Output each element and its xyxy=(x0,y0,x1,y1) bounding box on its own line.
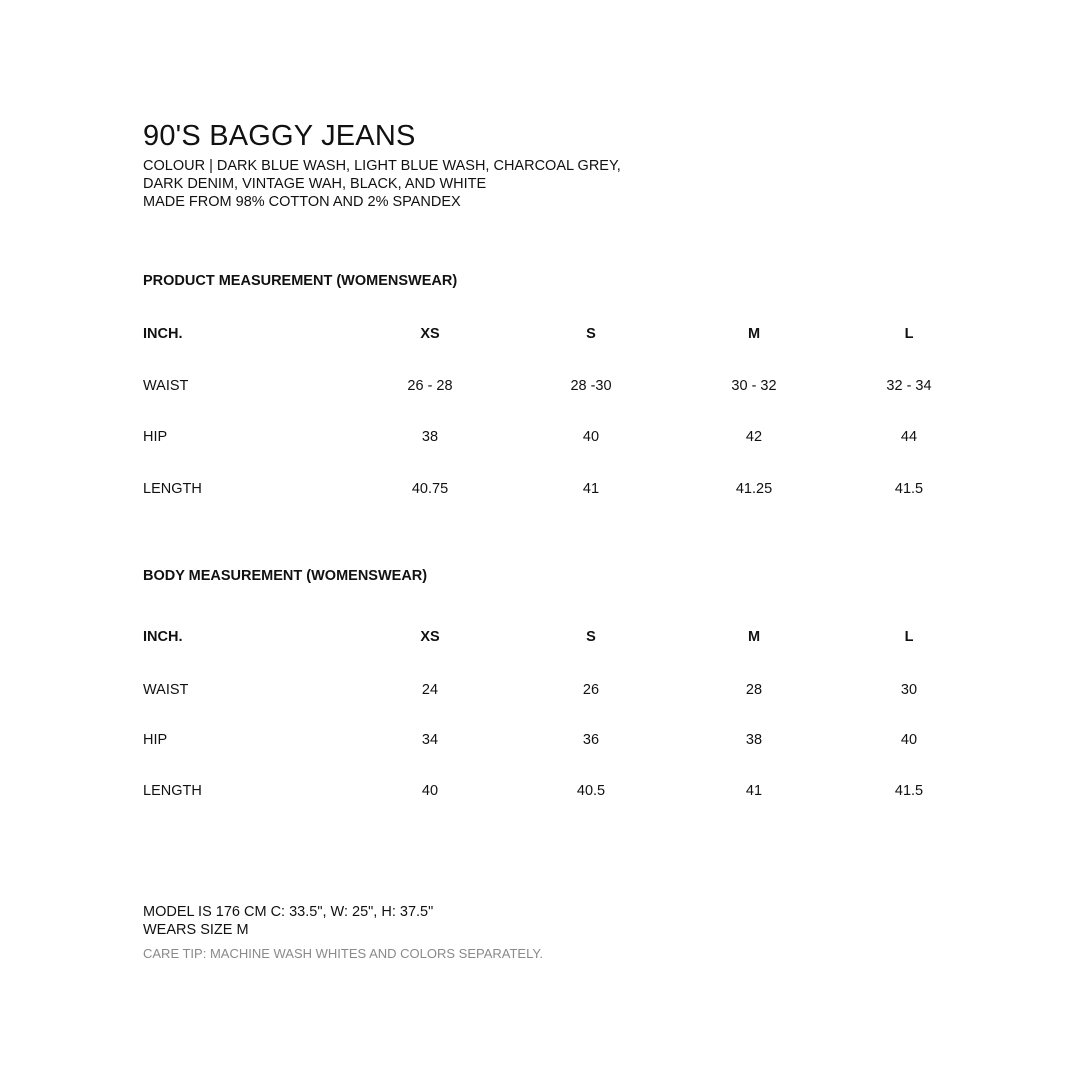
table-cell: 41.5 xyxy=(894,783,924,799)
table-cell: 42 xyxy=(745,429,763,445)
product-measurement-title: PRODUCT MEASUREMENT (WOMENSWEAR) xyxy=(143,273,458,289)
model-info xyxy=(143,903,433,939)
table-cell: 30 xyxy=(900,682,918,698)
row-label: HIP xyxy=(143,732,168,748)
description-line: MADE FROM 98% COTTON AND 2% SPANDEX xyxy=(143,194,461,210)
table-cell: 38 xyxy=(421,429,439,445)
table-header-row xyxy=(0,629,1080,649)
table-cell: 26 - 28 xyxy=(407,378,453,394)
table-header-row xyxy=(0,326,1080,346)
table-row xyxy=(0,429,1080,449)
table-cell: 40 xyxy=(582,429,600,445)
table-cell: 34 xyxy=(421,732,439,748)
row-label: LENGTH xyxy=(143,481,202,497)
row-label: HIP xyxy=(143,429,168,445)
table-cell: 41 xyxy=(582,481,600,497)
table-cell: 41.5 xyxy=(894,481,924,497)
care-tip: CARE TIP: MACHINE WASH WHITES AND COLORS SEPARATELY. xyxy=(143,946,543,961)
header-size-m: M xyxy=(747,629,761,645)
description-line: DARK DENIM, VINTAGE WAH, BLACK, AND WHITE xyxy=(143,176,487,192)
table-cell: 28 xyxy=(745,682,763,698)
product-title: 90'S BAGGY JEANS xyxy=(143,120,416,152)
header-size-s: S xyxy=(586,629,596,645)
table-cell: 40 xyxy=(900,732,918,748)
table-cell: 44 xyxy=(900,429,918,445)
table-cell: 32 - 34 xyxy=(886,378,932,394)
table-cell: 28 -30 xyxy=(570,378,612,394)
header-size-l: L xyxy=(904,629,914,645)
table-cell: 26 xyxy=(582,682,600,698)
table-row xyxy=(0,732,1080,752)
product-description xyxy=(143,157,621,211)
row-label: WAIST xyxy=(143,378,189,394)
model-size: WEARS SIZE M xyxy=(143,922,249,938)
description-line: COLOUR | DARK BLUE WASH, LIGHT BLUE WASH, CHARCOAL GREY, xyxy=(143,158,621,174)
table-row xyxy=(0,481,1080,501)
header-unit: INCH. xyxy=(143,629,183,645)
row-label: LENGTH xyxy=(143,783,202,799)
table-cell: 40.75 xyxy=(411,481,449,497)
body-measurement-title: BODY MEASUREMENT (WOMENSWEAR) xyxy=(143,568,428,584)
table-row xyxy=(0,378,1080,398)
model-stats: MODEL IS 176 CM C: 33.5", W: 25", H: 37.5" xyxy=(143,904,434,920)
table-row xyxy=(0,682,1080,702)
header-size-xs: XS xyxy=(420,326,440,342)
table-row xyxy=(0,783,1080,803)
table-cell: 40 xyxy=(421,783,439,799)
table-cell: 24 xyxy=(421,682,439,698)
table-cell: 30 - 32 xyxy=(731,378,777,394)
row-label: WAIST xyxy=(143,682,189,698)
table-cell: 41.25 xyxy=(735,481,773,497)
header-size-l: L xyxy=(904,326,914,342)
table-cell: 41 xyxy=(745,783,763,799)
table-cell: 36 xyxy=(582,732,600,748)
header-size-xs: XS xyxy=(420,629,440,645)
table-cell: 40.5 xyxy=(576,783,606,799)
header-unit: INCH. xyxy=(143,326,183,342)
header-size-s: S xyxy=(586,326,596,342)
header-size-m: M xyxy=(747,326,761,342)
table-cell: 38 xyxy=(745,732,763,748)
